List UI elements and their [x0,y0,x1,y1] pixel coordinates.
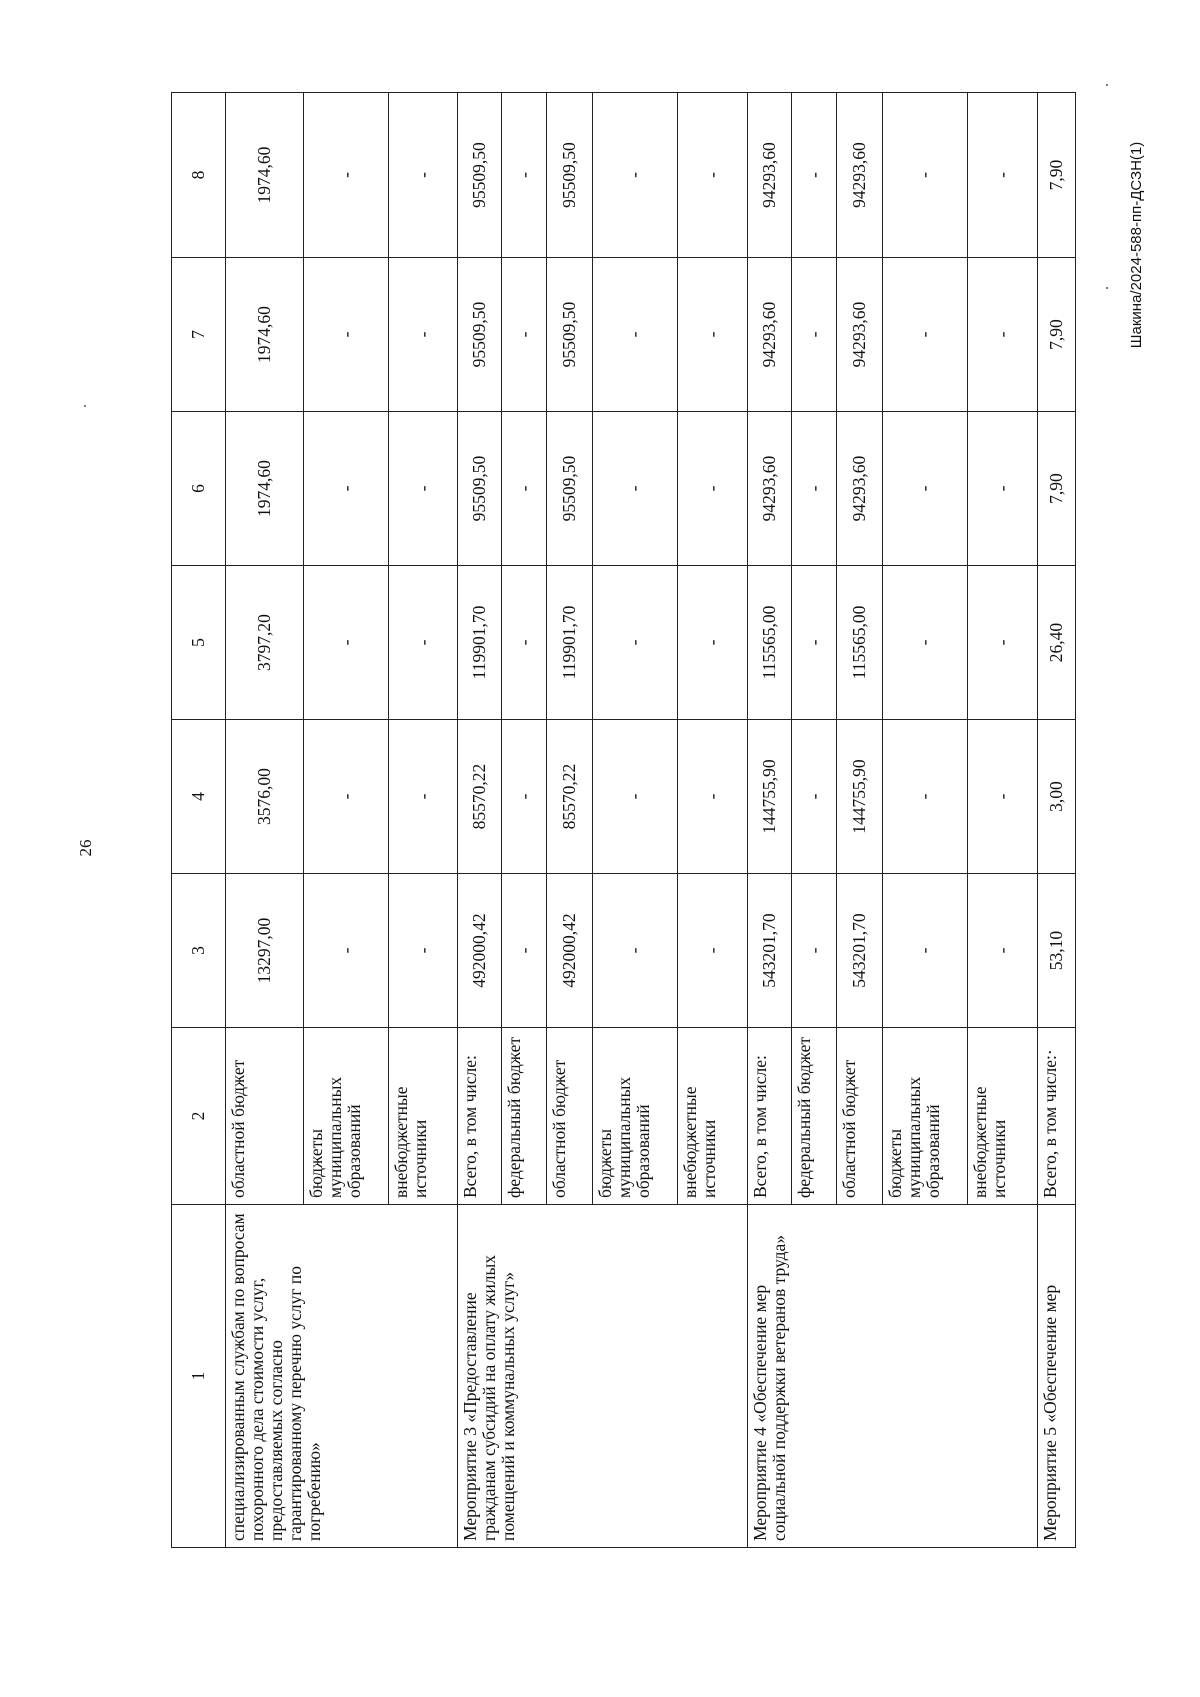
value-cell: - [389,566,458,720]
document-code: Шакина/2024-588-пп-ДСЗН(1) [1128,141,1145,349]
value-cell: - [303,412,388,566]
value-cell: 144755,90 [837,720,882,874]
value-cell: 94293,60 [748,93,792,258]
page-number: 26 [76,839,95,857]
value-cell: 95509,50 [547,412,592,566]
value-cell: 1974,60 [225,412,303,566]
value-cell: - [882,566,967,720]
value-cell: - [592,720,677,874]
funding-source-cell: бюджеты муниципальных образований [882,1028,967,1205]
value-cell: 1974,60 [225,93,303,258]
value-cell: - [792,258,837,412]
value-cell: - [677,412,747,566]
column-header-2: 2 [172,1028,226,1205]
value-cell: - [792,412,837,566]
budget-table-rotated [171,93,1076,1548]
value-cell: - [303,258,388,412]
value-cell: - [502,412,547,566]
column-header-1: 1 [172,1205,226,1548]
table-row [748,93,792,1548]
value-cell: 95509,50 [547,93,592,258]
value-cell: 94293,60 [748,258,792,412]
value-cell: - [967,258,1037,412]
value-cell: - [592,258,677,412]
value-cell: - [882,720,967,874]
value-cell: - [967,720,1037,874]
value-cell: - [882,874,967,1028]
value-cell: 85570,22 [458,720,502,874]
value-cell: - [677,874,747,1028]
value-cell: 7,90 [1038,412,1076,566]
funding-source-cell: внебюджетные источники [967,1028,1037,1205]
value-cell: 53,10 [1038,874,1076,1028]
column-header-7: 7 [172,258,226,412]
value-cell: - [303,720,388,874]
value-cell: 94293,60 [748,412,792,566]
value-cell: - [303,93,388,258]
funding-source-cell: внебюджетные источники [389,1028,458,1205]
value-cell: 3797,20 [225,566,303,720]
value-cell: 1974,60 [225,258,303,412]
value-cell: 94293,60 [837,412,882,566]
value-cell: - [967,874,1037,1028]
value-cell: - [592,874,677,1028]
value-cell: - [502,874,547,1028]
funding-source-cell: Всего, в том числе:· [1038,1028,1076,1205]
funding-source-cell: федеральный бюджет [502,1028,547,1205]
event-cell: Мероприятие 5 «Обеспечение мер [1038,1205,1076,1548]
value-cell: 13297,00 [225,874,303,1028]
scan-speck [84,405,86,407]
value-cell: - [882,258,967,412]
funding-source-cell: Всего, в том числе: [458,1028,502,1205]
value-cell: 543201,70 [837,874,882,1028]
value-cell: - [502,566,547,720]
value-cell: 95509,50 [547,258,592,412]
value-cell: 115565,00 [837,566,882,720]
value-cell: - [389,258,458,412]
value-cell: - [792,93,837,258]
value-cell: 492000,42 [547,874,592,1028]
value-cell: 492000,42 [458,874,502,1028]
value-cell: - [677,720,747,874]
value-cell: - [592,93,677,258]
value-cell: - [792,566,837,720]
value-cell: 95509,50 [458,93,502,258]
value-cell: - [502,720,547,874]
funding-source-cell: бюджеты муниципальных образований [303,1028,388,1205]
value-cell: - [303,874,388,1028]
value-cell: 543201,70 [748,874,792,1028]
funding-source-cell: внебюджетные источники [677,1028,747,1205]
value-cell: 94293,60 [837,258,882,412]
value-cell: 119901,70 [458,566,502,720]
value-cell: 115565,00 [748,566,792,720]
value-cell: 85570,22 [547,720,592,874]
value-cell: - [967,412,1037,566]
scan-speck [1106,84,1108,86]
value-cell: - [967,93,1037,258]
column-header-6: 6 [172,412,226,566]
value-cell: 3576,00 [225,720,303,874]
value-cell: 95509,50 [458,412,502,566]
funding-source-cell: областной бюджет [547,1028,592,1205]
scan-speck [1106,287,1108,289]
value-cell: 94293,60 [837,93,882,258]
value-cell: 119901,70 [547,566,592,720]
value-cell: - [592,412,677,566]
value-cell: - [792,720,837,874]
value-cell: - [502,258,547,412]
value-cell: - [677,566,747,720]
value-cell: - [882,412,967,566]
value-cell: - [882,93,967,258]
value-cell: - [389,874,458,1028]
column-header-8: 8 [172,93,226,258]
value-cell: - [677,258,747,412]
event-cell: специализированным службам по вопросам похоронного дела стоимости услуг, предоставляемых согласно гарантированному перечню услуг по погребению» [225,1205,457,1548]
funding-source-cell: Всего, в том числе: [748,1028,792,1205]
value-cell: 3,00 [1038,720,1076,874]
value-cell: - [677,93,747,258]
value-cell: - [389,412,458,566]
value-cell: 95509,50 [458,258,502,412]
table-row [458,93,502,1548]
value-cell: - [389,93,458,258]
column-header-5: 5 [172,566,226,720]
value-cell: 26,40 [1038,566,1076,720]
event-cell: Мероприятие 3 «Предоставление гражданам субсидий на оплату жилых помещений и коммунальных услуг» [458,1205,748,1548]
funding-source-cell: областной бюджет [837,1028,882,1205]
value-cell: 7,90 [1038,258,1076,412]
value-cell: 144755,90 [748,720,792,874]
value-cell: - [592,566,677,720]
funding-source-cell: бюджеты муниципальных образований [592,1028,677,1205]
table-row [225,93,303,1548]
column-number-row [172,93,226,1548]
column-header-4: 4 [172,720,226,874]
value-cell: - [792,874,837,1028]
funding-source-cell: федеральный бюджет [792,1028,837,1205]
value-cell: - [389,720,458,874]
value-cell: 7,90 [1038,93,1076,258]
column-header-3: 3 [172,874,226,1028]
event-cell: Мероприятие 4 «Обеспечение мер социальной поддержки ветеранов труда» [748,1205,1038,1548]
budget-table [171,92,1076,1548]
value-cell: - [303,566,388,720]
value-cell: - [502,93,547,258]
funding-source-cell: областной бюджет [225,1028,303,1205]
value-cell: - [967,566,1037,720]
table-row [1038,93,1076,1548]
